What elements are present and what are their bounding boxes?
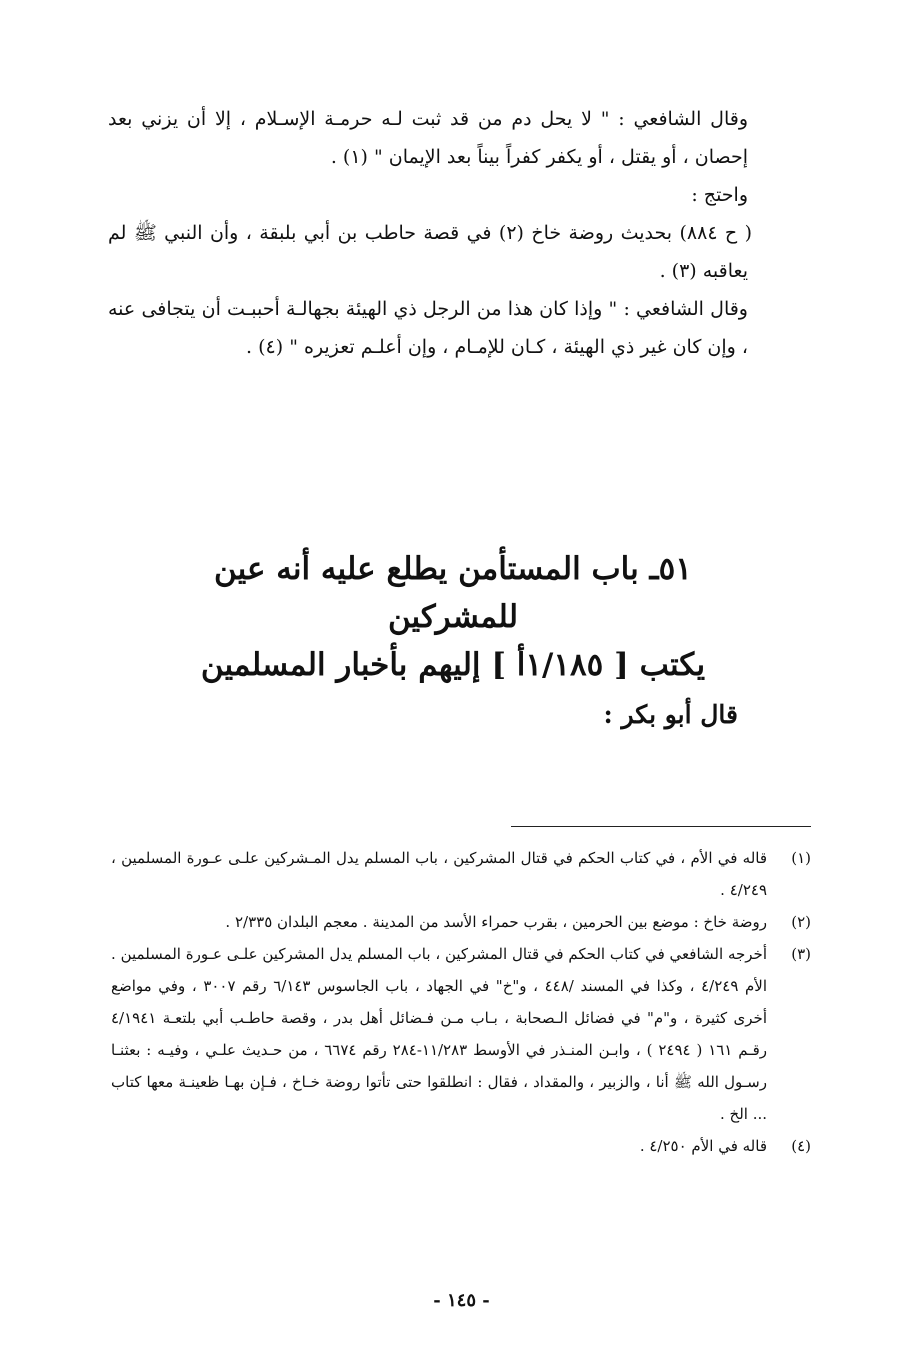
chapter-heading <box>173 545 733 689</box>
footnote-text: قاله في الأم ، في كتاب الحكم في قتال المشركين ، باب المسلم يدل المـشركين علـى عـورة المسلمين ، ٤/٢٤٩ . <box>111 849 768 899</box>
shafii-quote-1: وقال الشافعي : " لا يحل دم من قد ثبت لـه حرمـة الإسـلام ، إلا أن يزني بعد إحصان ، أو يقتل ، أو يكفر كفراً بيناً بعد الإيمان " (١) . <box>108 108 748 168</box>
chapter-heading-line-1: ٥١ـ باب المستأمن يطلع عليه أنه عين للمشركين <box>214 551 692 635</box>
qala-abu-bakr: قال أبو بكر : <box>603 700 738 729</box>
ihtajja-line: واحتج : <box>691 184 748 206</box>
footnote-text: أخرجه الشافعي في كتاب الحكم في قتال المشركين ، باب المسلم يدل المشركين علـى عـورة المسلمين . الأم ٤/٢٤٩ ، وكذا في المسند /٤٤٨ ، و"خ" في الجهاد ، باب الجاسوس ٦/١٤٣ رقم ٣٠٠٧ ، وفي مواضع أخرى كثيرة ، و"م" في فضائل الـصحابة ، بـاب مـن فـضائل أهل بدر ، وقصة حاطـب أبي بلتعـة ٤/١٩٤١ رقـم ١٦١ ( ٢٤٩٤ ) ، وابـن المنـذر في الأوسط ١١/٢٨٣-٢٨٤ رقم ٦٦٧٤ ، من حـديث علـي ، وفيـه : بعثنـا رسـول الله ﷺ أنا ، والزبير ، والمقداد ، فقال : انطلقوا حتى تأتوا روضة خـاخ ، فـإن بهـا ظعينـة معها كتاب ... الخ . <box>111 945 768 1123</box>
footnote-3 <box>111 938 811 1130</box>
footnote-number: (١) <box>791 849 811 867</box>
footnote-divider <box>511 826 811 827</box>
hadith-text: بحديث روضة خاخ (٢) في قصة حاطب بن أبي بلبقة ، وأن النبي ﷺ لم يعاقبه (٣) . <box>108 222 748 282</box>
footnotes <box>111 842 811 1162</box>
footnote-number: (٤) <box>791 1137 811 1155</box>
hadith-number: ( ح ٨٨٤) <box>679 222 752 244</box>
footnote-text: قاله في الأم ٤/٢٥٠ . <box>639 1137 767 1155</box>
shafii-quote-2: وقال الشافعي : " وإذا كان هذا من الرجل ذي الهيئة بجهالـة أحببـت أن يتجافى عنه ، وإن كان غير ذي الهيئة ، كـان للإمـام ، وإن أعلـم تعزيره " (٤) . <box>108 298 748 358</box>
hadith-paragraph <box>108 214 752 290</box>
footnote-2 <box>111 906 811 938</box>
chapter-heading-line-2: يكتب [ ١/١٨٥أ ] إليهم بأخبار المسلمين <box>200 647 706 683</box>
footnote-number: (٢) <box>791 913 811 931</box>
footnote-1 <box>111 842 811 906</box>
page-number: - ١٤٥ - <box>433 1290 490 1311</box>
footnote-number: (٣) <box>791 945 811 963</box>
footnote-text: روضة خاخ : موضع بين الحرمين ، بقرب حمراء الأسد من المدينة . معجم البلدان ٢/٣٣٥ . <box>225 913 767 931</box>
footnote-4 <box>111 1130 811 1162</box>
main-text <box>108 100 752 366</box>
